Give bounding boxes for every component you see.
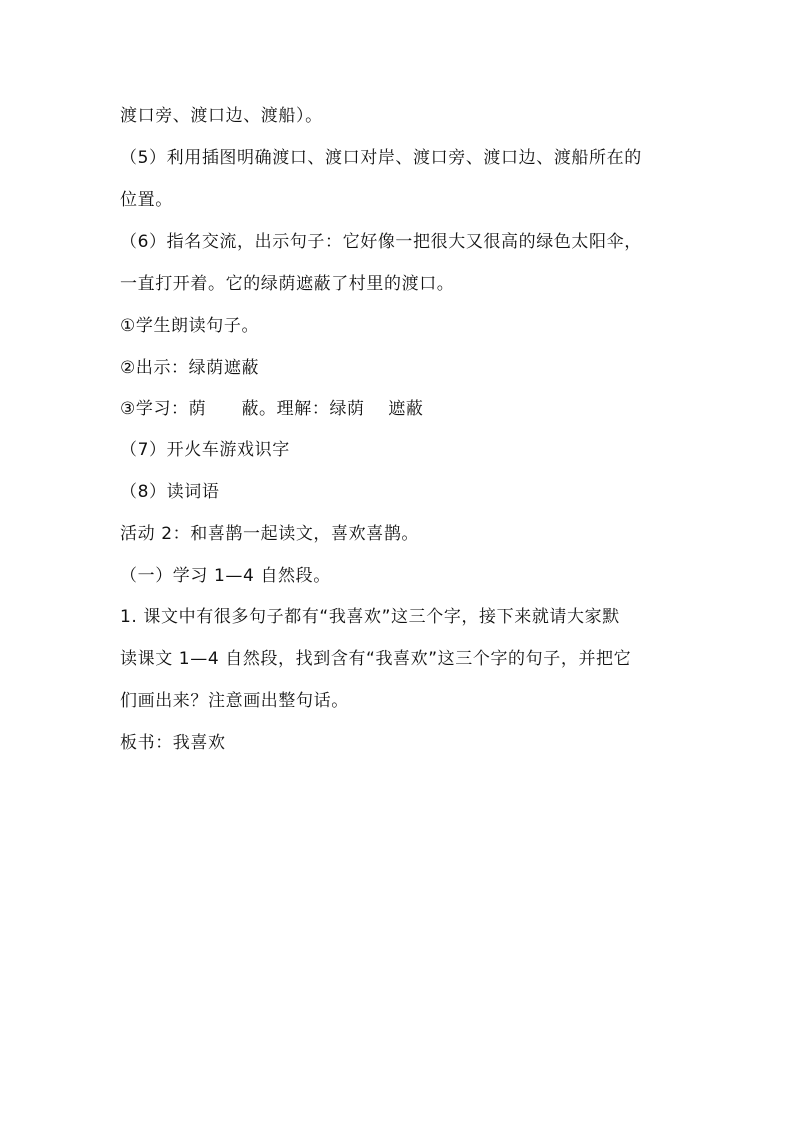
text-line-step-5-cont: 位置。	[120, 190, 173, 210]
text-line-step-6: （6）指名交流，出示句子：它好像一把很大又很高的绿色太阳伞，	[120, 232, 642, 252]
text-line-board-note: 板书：我喜欢	[120, 733, 226, 753]
text-line-item-1: 1. 课文中有很多句子都有“我喜欢”这三个字，接下来就请大家默	[120, 607, 620, 627]
text-line-sub-3: ③学习：荫 蔽。理解：绿荫 遮蔽	[120, 399, 424, 419]
text-line-step-5: （5）利用插图明确渡口、渡口对岸、渡口旁、渡口边、渡船所在的	[120, 148, 642, 168]
text-line-continuation: 渡口旁、渡口边、渡船）。	[120, 106, 323, 126]
text-line-sub-1: ①学生朗读句子。	[120, 316, 260, 336]
section-heading-activity-2: 活动 2：和喜鹊一起读文，喜欢喜鹊。	[120, 524, 420, 544]
text-line-step-8: （8）读词语	[120, 482, 220, 502]
text-line-step-6-cont: 一直打开着。它的绿荫遮蔽了村里的渡口。	[120, 274, 455, 294]
text-line-item-1-cont: 读课文 1—4 自然段，找到含有“我喜欢”这三个字的句子，并把它	[120, 649, 632, 669]
text-line-sub-2: ②出示：绿荫遮蔽	[120, 358, 260, 378]
subsection-heading-part-1: （一）学习 1—4 自然段。	[120, 566, 331, 586]
text-line-step-7: （7）开火车游戏识字	[120, 440, 290, 460]
text-line-item-1-end: 们画出来？注意画出整句话。	[120, 691, 349, 711]
